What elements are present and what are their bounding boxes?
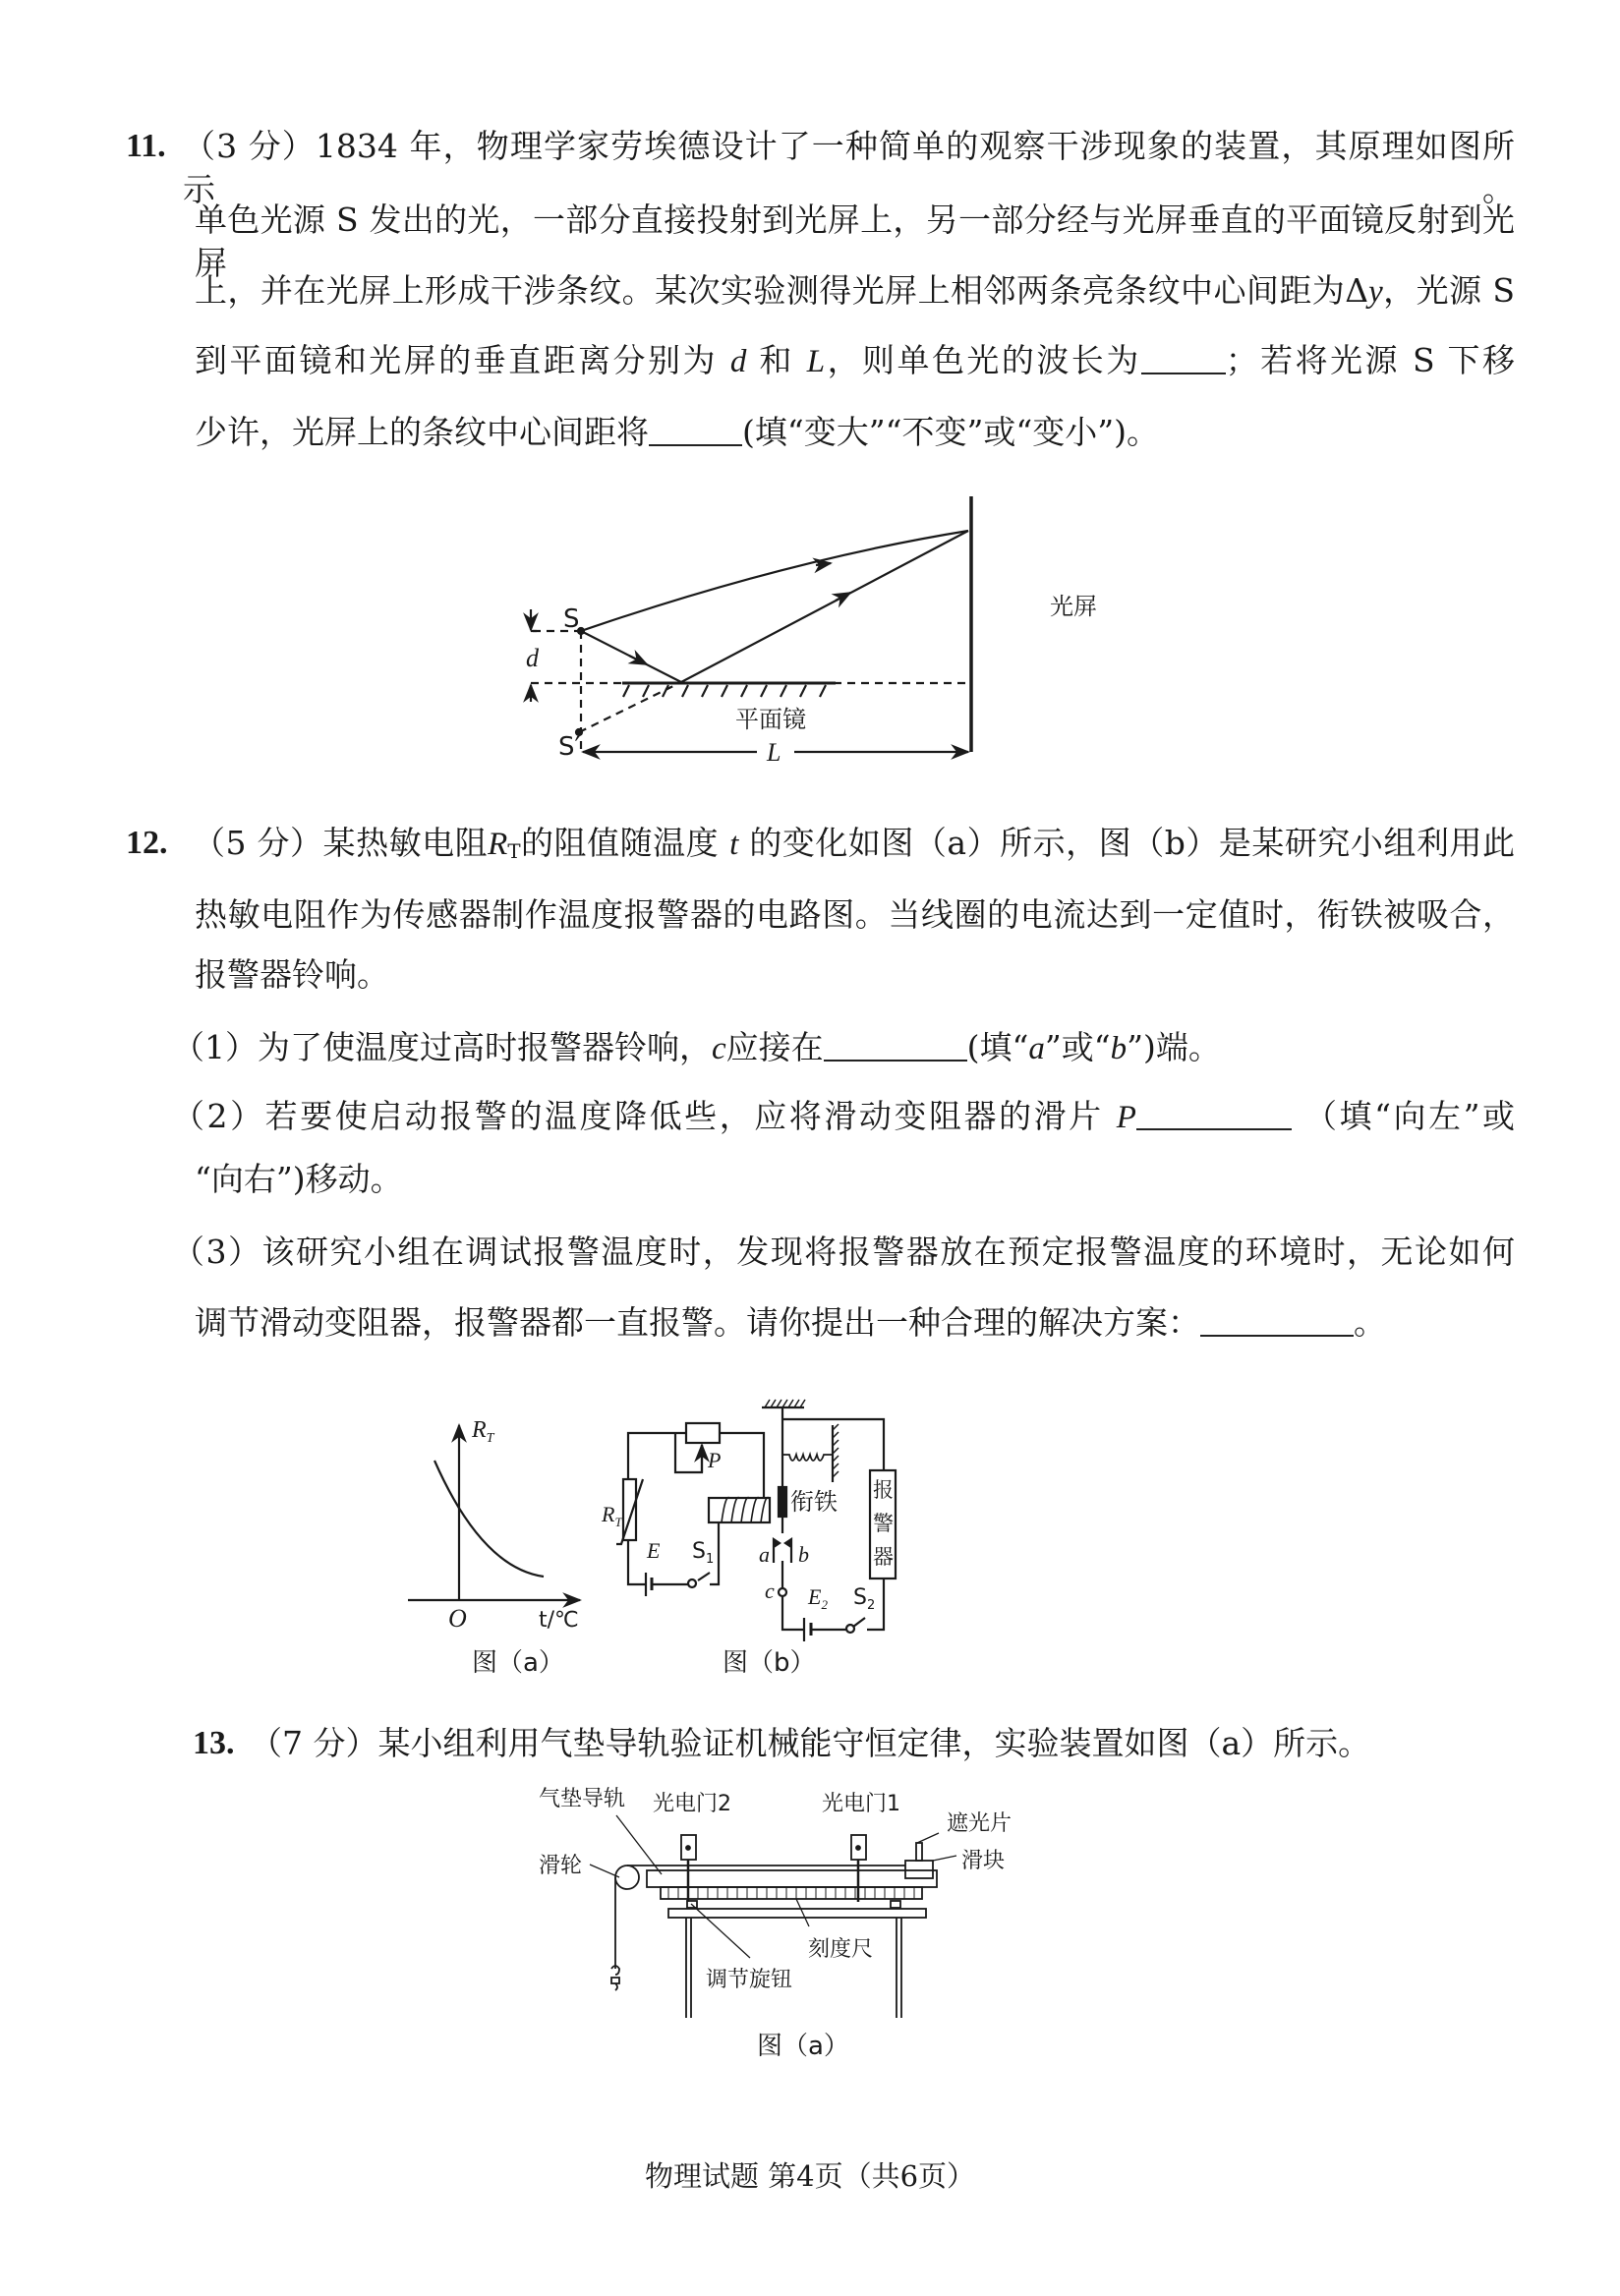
var-t: t bbox=[729, 827, 739, 862]
text: （3）该研究小组在调试报警温度时，发现将报警器放在预定报警温度的环境时，无论如何 bbox=[172, 1233, 1515, 1271]
text: “向右”)移动。 bbox=[195, 1160, 403, 1198]
slide-rheostat bbox=[686, 1423, 720, 1443]
contact-b bbox=[785, 1539, 791, 1563]
electromagnet-coil bbox=[709, 1498, 770, 1522]
label-armature: 衔铁 bbox=[790, 1488, 838, 1516]
slider-block bbox=[905, 1861, 933, 1878]
label-gate1: 光电门1 bbox=[822, 1792, 900, 1816]
label-P: P bbox=[708, 1448, 722, 1472]
label-alarm: 报 bbox=[873, 1478, 894, 1502]
page-footer: 物理试题 第4页（共6页） bbox=[644, 2159, 976, 2193]
caption-q13-a: 图（a） bbox=[757, 2032, 849, 2061]
air-track-figure bbox=[539, 1787, 1012, 2061]
label-slider: 滑块 bbox=[961, 1849, 1006, 1873]
label-knob: 调节旋钮 bbox=[706, 1968, 793, 1992]
direct-ray bbox=[581, 531, 968, 631]
label-screen: 光屏 bbox=[1050, 593, 1097, 620]
ruler bbox=[661, 1887, 922, 1899]
ylabel: $R_T$ bbox=[472, 1417, 494, 1446]
label-alarm: 器 bbox=[873, 1545, 894, 1569]
var-d: d bbox=[729, 344, 747, 379]
label-pulley: 滑轮 bbox=[539, 1854, 583, 1878]
label-S-prime: S′ bbox=[558, 732, 581, 762]
label-shutter: 遮光片 bbox=[947, 1811, 1012, 1836]
label-a: a bbox=[759, 1542, 770, 1567]
base-plate bbox=[668, 1909, 926, 1918]
text: 少许，光屏上的条纹中心间距将 bbox=[195, 413, 649, 451]
label-mirror: 平面镜 bbox=[735, 706, 806, 733]
text: 。 bbox=[1354, 1303, 1386, 1342]
q13-line-1: （7 分）某小组利用气垫导轨验证机械能守恒定律，实验装置如图（a）所示。 bbox=[250, 1724, 1371, 1762]
text: 调节滑动变阻器，报警器都一直报警。请你提出一种合理的解决方案： bbox=[195, 1303, 1200, 1342]
text: 的变化如图（a）所示，图（b）是某研究小组利用此 bbox=[749, 824, 1515, 862]
text: ；若将光源 S 下移 bbox=[1225, 341, 1515, 379]
origin-label: O bbox=[448, 1604, 467, 1633]
alarm-circuit bbox=[601, 1400, 896, 1678]
shutter bbox=[916, 1843, 922, 1861]
label-d: d bbox=[526, 644, 539, 672]
text: （3 分）1834 年，物理学家劳埃德设计了一种简单的观察干涉现象的装置，其原理如图所示。 bbox=[183, 127, 1515, 208]
image-ray bbox=[579, 682, 681, 732]
text: ”)端。 bbox=[1127, 1028, 1221, 1066]
label-ruler: 刻度尺 bbox=[808, 1937, 874, 1962]
caption-a: 图（a） bbox=[472, 1648, 564, 1678]
adjust-knob bbox=[891, 1901, 900, 1908]
coil-windings bbox=[722, 1498, 769, 1522]
contact-a bbox=[774, 1539, 780, 1563]
var-R: R bbox=[488, 827, 508, 862]
question-number-12: 12. bbox=[126, 825, 168, 861]
label-rail: 气垫导轨 bbox=[539, 1787, 626, 1811]
var-L: L bbox=[806, 344, 826, 379]
label-c: c bbox=[765, 1578, 775, 1603]
text: 和 bbox=[759, 341, 794, 379]
text: (填“ bbox=[966, 1028, 1029, 1066]
lloyd-mirror-figure bbox=[526, 496, 1097, 767]
armature bbox=[779, 1487, 786, 1517]
text: 上，并在光屏上形成干涉条纹。某次实验测得光屏上相邻两条亮条纹中心间距为 bbox=[195, 271, 1346, 310]
text: （填“向左”或 bbox=[1303, 1097, 1515, 1135]
text: ，光源 S bbox=[1382, 271, 1515, 310]
hook-weight bbox=[611, 1966, 619, 1990]
text: 到平面镜和光屏的垂直距离分别为 bbox=[195, 341, 718, 379]
label-E: E bbox=[647, 1538, 661, 1563]
text: 热敏电阻作为传感器制作温度报警器的电路图。当线圈的电流达到一定值时，衔铁被吸合， bbox=[195, 895, 1515, 934]
label-alarm: 警 bbox=[873, 1512, 894, 1535]
text: （2）若要使启动报警的温度降低些，应将滑动变阻器的滑片 bbox=[172, 1097, 1104, 1135]
text: (填“变大”“不变”或“变小”)。 bbox=[742, 413, 1159, 451]
air-track bbox=[647, 1870, 937, 1887]
label-S1: $S_1$ bbox=[692, 1539, 715, 1567]
slider-wire bbox=[675, 1433, 702, 1472]
question-number-11: 11. bbox=[126, 128, 166, 164]
label-S2: $S_2$ bbox=[853, 1585, 876, 1613]
text: （5 分）某热敏电阻 bbox=[193, 824, 489, 862]
label-E2: $E_2$ bbox=[808, 1584, 828, 1612]
question-number-13: 13. bbox=[193, 1725, 235, 1761]
xlabel: t/℃ bbox=[539, 1608, 579, 1633]
curve-RT bbox=[434, 1461, 544, 1577]
label-RT: $R_T$ bbox=[602, 1502, 622, 1529]
text: ”或“ bbox=[1044, 1028, 1111, 1066]
text: 单色光源 S 发出的光，一部分直接投射到光屏上，另一部分经与光屏垂直的平面镜反射到光屏 bbox=[195, 201, 1515, 282]
spring bbox=[782, 1455, 833, 1461]
terminal-c bbox=[779, 1588, 786, 1596]
label-L: L bbox=[767, 738, 781, 767]
subscript: T bbox=[507, 840, 521, 863]
var-c: c bbox=[712, 1031, 726, 1066]
var-P: P bbox=[1116, 1100, 1136, 1135]
label-S: S bbox=[563, 604, 580, 634]
text: 应接在 bbox=[725, 1028, 824, 1066]
caption-b: 图（b） bbox=[723, 1648, 816, 1678]
resistance-temperature-graph bbox=[408, 1417, 580, 1678]
label-gate2: 光电门2 bbox=[653, 1792, 731, 1816]
switch-S2 bbox=[846, 1625, 854, 1633]
var-a: a bbox=[1028, 1031, 1045, 1066]
var-y: y bbox=[1368, 274, 1383, 310]
text: （1）为了使温度过高时报警器铃响， bbox=[172, 1028, 712, 1066]
thermistor-slash bbox=[616, 1479, 643, 1544]
delta-symbol: Δ bbox=[1345, 271, 1369, 310]
switch-S1 bbox=[688, 1579, 696, 1587]
var-b: b bbox=[1110, 1031, 1128, 1066]
text: 的阻值随温度 bbox=[520, 824, 720, 862]
text: 报警器铃响。 bbox=[195, 955, 389, 994]
reflected-ray bbox=[681, 531, 968, 682]
text: ，则单色光的波长为 bbox=[825, 341, 1141, 379]
label-b: b bbox=[798, 1542, 809, 1567]
